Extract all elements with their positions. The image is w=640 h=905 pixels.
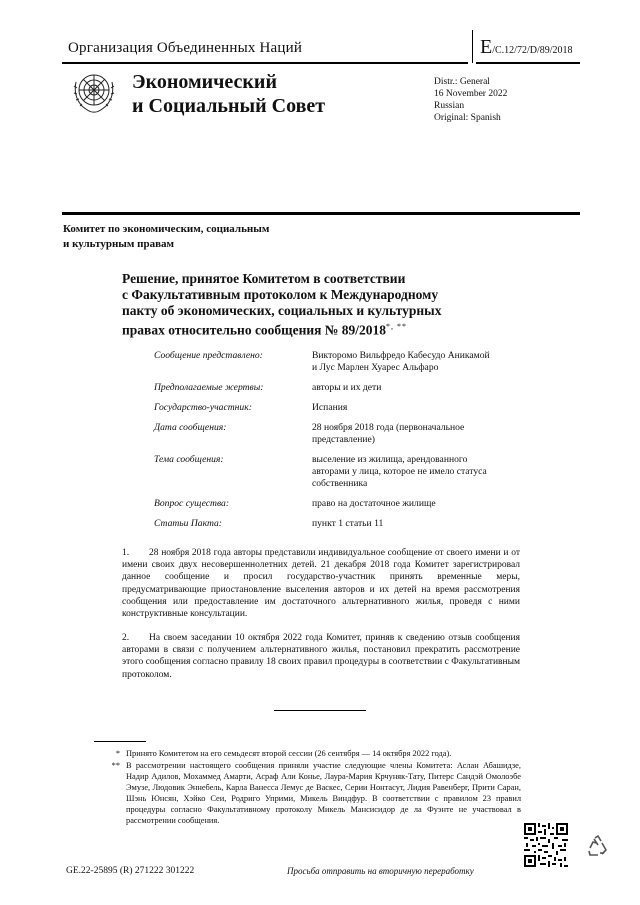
un-emblem-icon (70, 68, 118, 116)
footnote-1 (104, 748, 524, 760)
footnote-text: Принято Комитетом на его семьдесят второй сессии (26 сентября — 14 октября 2022 года). (126, 749, 452, 758)
committee-line-2: и культурным правам (63, 238, 174, 250)
meta-label: Предполагаемые жертвы: (154, 382, 264, 393)
symbol-letter: E (480, 36, 493, 58)
meta-value (312, 402, 522, 414)
paragraph-1 (122, 547, 520, 620)
paragraph-number: 1. (122, 548, 130, 558)
paragraph-text: На своем заседании 10 октября 2022 года Комитет, приняв к сведению отзыв сообщения авторами в связи с получением альтернативного жилья, постановил прекратить рассмотрение этого сообщения согласно правилу 18 своих правил процедуры в соответствии с Факультативным протоколом. (122, 633, 520, 680)
footnote-rule (94, 741, 146, 742)
meta-value-line: собственника (312, 478, 368, 489)
distr-date: 16 November 2022 (434, 89, 508, 99)
meta-label: Дата сообщения: (154, 422, 227, 433)
meta-value-line: пункт 1 статьи 11 (312, 518, 384, 529)
committee-line-1: Комитет по экономическим, социальным (63, 223, 270, 235)
meta-value-line: Испания (312, 402, 348, 413)
meta-value-line: право на достаточное жилище (312, 498, 436, 509)
symbol-rest: /C.12/72/D/89/2018 (492, 45, 573, 56)
meta-value-line: 28 ноября 2018 года (первоначальное (312, 422, 465, 433)
recycle-icon (586, 834, 610, 858)
header-rule-left (62, 62, 468, 64)
meta-label: Статьи Пакта: (154, 518, 222, 529)
meta-value-line: Викторомо Вильфредо Кабесудо Аникамой (312, 350, 490, 361)
decision-line-2: с Факультативным протоколом к Международному (122, 287, 439, 302)
meta-label: Вопрос существа: (154, 498, 230, 509)
meta-value-line: авторами у лица, которое не имело статуса (312, 466, 487, 477)
distribution-info (434, 76, 507, 124)
decision-line-3: пакту об экономических, социальных и культурных (122, 303, 442, 318)
distr-language: Russian (434, 101, 465, 111)
organization-name: Организация Объединенных Наций (68, 40, 303, 56)
meta-value (312, 454, 522, 490)
footnote-2 (104, 760, 524, 848)
paragraph-text: 28 ноября 2018 года авторы представили индивидуальное сообщение от своего имени и от имени своих двух несовершеннолетних детей. 21 декабря 2018 года Комитет зарегистрировал данное сообщение и просил государство-участник принять временные меры, предусматривающие приостановление выселения авторов и их детей на время рассмотрения сообщения или предоставление им достаточного альтернативного жилья, проведя с ними конструктивные консультации. (122, 548, 520, 620)
meta-label: Государство-участник: (154, 402, 252, 413)
footnote-mark: * (115, 749, 120, 758)
footnote-text: В рассмотрении настоящего сообщения приняли участие следующие члены Комитета: Аслан Абашидзе, Надир Адилов, Мохаммед Амарти, Асраф Али Конье, Лаура-Мария Крчуняк-Тату, Питерс Сандэй Омолоэбе Эмузе, Людовик Эннебель, Карла Ванесса Лемус де Васкес, Серии Нонтасут, Лидия Равенберг, Прити Саран, Шэнь Юнсян, Хэйко Сеи, Родриго Уприми, Микель Виндфур. В соответствии с правилом 23 правил процедуры согласно Факультативному протоколу Микель Мансисидор де ла Фуэнте не участвовал в рассмотрении сообщения. (126, 761, 521, 825)
paragraph-2 (122, 632, 520, 681)
council-line-1: Экономический (132, 71, 277, 93)
meta-value (312, 350, 522, 374)
document-code: GE.22-25895 (R) 271222 301222 (66, 866, 195, 876)
meta-value-line: выселение из жилища, арендованного (312, 454, 468, 465)
document-symbol (480, 36, 573, 59)
committee-name (63, 222, 269, 252)
council-line-2: и Социальный Совет (132, 95, 326, 117)
meta-value (312, 518, 522, 530)
meta-value (312, 382, 522, 394)
thick-rule (62, 212, 580, 215)
decision-title (122, 271, 441, 339)
paragraph-number: 2. (122, 633, 130, 643)
distr-line: Distr.: General (434, 77, 490, 87)
section-separator (274, 710, 366, 711)
council-name (132, 70, 325, 118)
qr-code-icon (524, 823, 568, 867)
header-divider (472, 30, 473, 63)
footnote-mark: ** (111, 761, 120, 770)
meta-value-line: авторы и их дети (312, 382, 382, 393)
meta-value (312, 498, 522, 510)
meta-value-line: представление) (312, 434, 375, 445)
meta-label: Сообщение представлено: (154, 350, 263, 361)
decision-line-4: правах относительно сообщения № 89/2018 (122, 322, 387, 338)
footnote-marks: *, ** (386, 322, 408, 331)
header-rule-right (476, 62, 580, 64)
decision-line-1: Решение, принятое Комитетом в соответствии (122, 271, 406, 286)
meta-value-line: и Лус Марлен Хуарес Альфаро (312, 362, 439, 373)
recycle-note: Просьба отправить на вторичную переработку (287, 866, 474, 876)
meta-label: Тема сообщения: (154, 454, 224, 465)
meta-value (312, 422, 522, 446)
distr-original: Original: Spanish (434, 113, 501, 123)
